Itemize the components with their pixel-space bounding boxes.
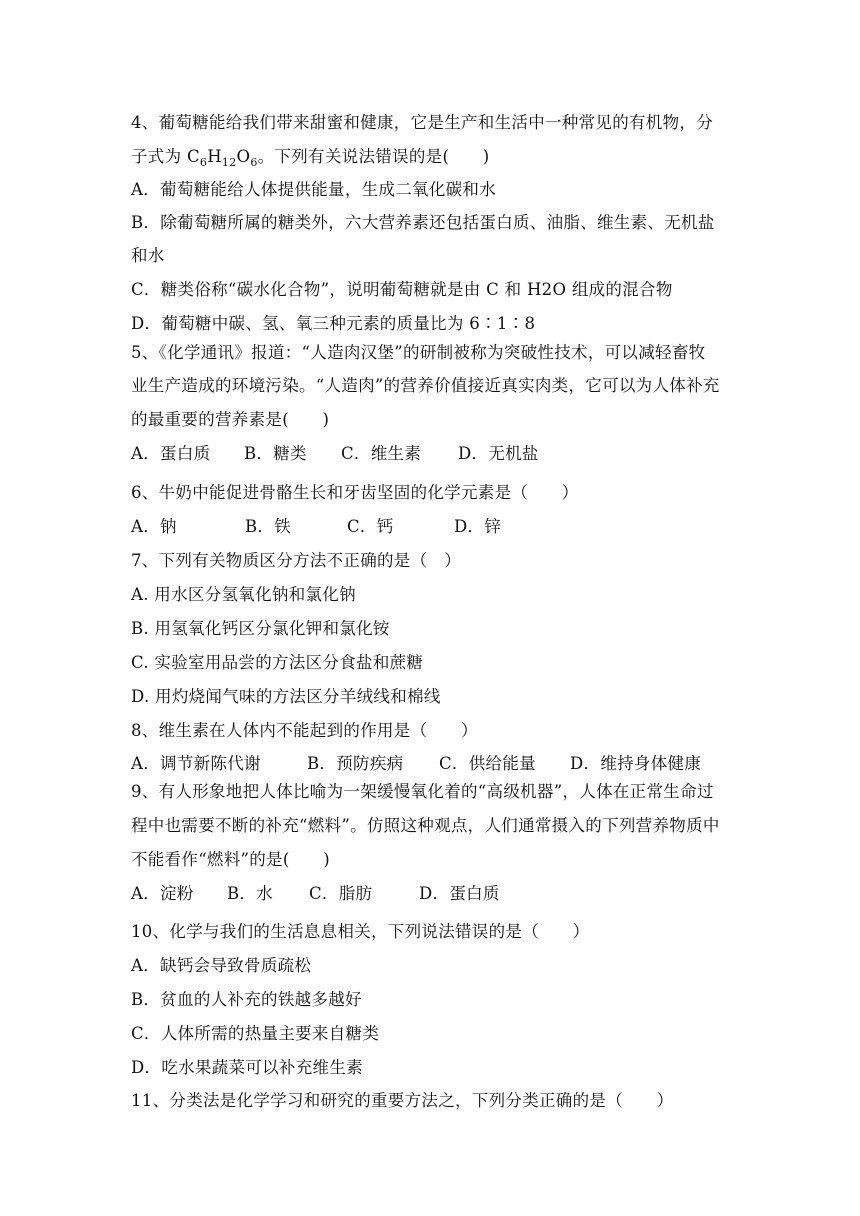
molecular-formula [186,147,258,169]
q5-option-c: C．维生素 [341,444,422,463]
formula-o: O [236,147,251,166]
formula-h-sub: 12 [221,156,237,169]
formula-c-sub: 6 [199,156,208,169]
q9-option-c: C．脂肪 [309,884,373,903]
q10-option-a: A．缺钙会导致骨质疏松 [131,956,312,975]
formula-h: H [207,147,222,166]
q8-stem: 8、维生素在人体内不能起到的作用是（ ） [131,721,478,740]
q10-option-c: C．人体所需的热量主要来自糖类 [131,1024,380,1043]
q8-options [131,754,701,774]
formula-o-sub: 6 [250,156,258,169]
q9-stem-line3: 不能看作“燃料”的是( ) [131,850,330,869]
q4-option-b-line2: 和水 [131,246,165,265]
q4-option-a: A．葡萄糖能给人体提供能量，生成二氧化碳和水 [131,180,497,199]
q4-stem-line2 [131,147,490,173]
q6-option-c: C．钙 [347,517,394,536]
q9-stem-line2: 程中也需要不断的补充“燃料”。仿照这种观点，人们通常摄入的下列营养物质中 [131,816,720,835]
q4-option-c: C．糖类俗称“碳水化合物”，说明葡萄糖就是由 C 和 H2O 组成的混合物 [131,280,673,299]
q6-option-b: B．铁 [245,517,292,536]
q6-option-a: A．钠 [131,517,177,536]
q9-option-d: D．蛋白质 [419,884,500,903]
q9-stem-line1: 9、有人形象地把人体比喻为一架缓慢氧化着的“高级机器”，人体在正常生命过 [131,782,714,801]
q7-option-d: D. 用灼烧闻气味的方法区分羊绒线和棉线 [131,687,441,706]
q11-stem: 11、分类法是化学学习和研究的重要方法之，下列分类正确的是（ ） [131,1091,674,1110]
q5-option-d: D．无机盐 [458,444,539,463]
q5-options [131,444,539,464]
q4-option-b-line1: B．除葡萄糖所属的糖类外，六大营养素还包括蛋白质、油脂、维生素、无机盐 [131,213,715,232]
q4-stem-line1: 4、葡萄糖能给我们带来甜蜜和健康，它是生产和生活中一种常见的有机物，分 [131,113,713,132]
q6-options [131,517,501,537]
q8-option-d: D．维持身体健康 [570,754,702,773]
q9-option-b: B．水 [227,884,274,903]
q5-option-b: B．糖类 [244,444,307,463]
q6-stem: 6、牛奶中能促进骨骼生长和牙齿坚固的化学元素是（ ） [131,483,579,502]
q9-option-a: A．淀粉 [131,884,194,903]
q5-stem-line3: 的最重要的营养素是( ) [131,410,330,429]
q4-option-d: D．葡萄糖中碳、氢、氧三种元素的质量比为 6∶1∶8 [131,314,536,333]
q8-option-c: C．供给能量 [439,754,536,773]
q7-option-a: A. 用水区分氢氧化钠和氯化钠 [131,585,356,604]
formula-c: C [186,147,200,166]
q9-options [131,884,500,904]
q8-option-b: B．预防疾病 [307,754,404,773]
q10-option-b: B．贫血的人补充的铁越多越好 [131,990,362,1009]
q10-option-d: D．吃水果蔬菜可以补充维生素 [131,1058,363,1077]
q7-stem: 7、下列有关物质区分方法不正确的是（ ） [131,551,461,570]
q10-stem: 10、化学与我们的生活息息相关，下列说法错误的是（ ） [131,922,590,941]
q4-stem-suffix: 。下列有关说法错误的是( ) [257,147,490,166]
q7-option-c: C. 实验室用品尝的方法区分食盐和蔗糖 [131,653,424,672]
q8-option-a: A．调节新陈代谢 [131,754,261,773]
q5-option-a: A．蛋白质 [131,444,211,463]
q7-option-b: B. 用氢氧化钙区分氯化钾和氯化铵 [131,619,390,638]
q5-stem-line2: 业生产造成的环境污染。“人造肉”的营养价值接近真实肉类，它可以为人体补充 [131,376,720,395]
q5-stem-line1: 5、《化学通讯》报道：“人造肉汉堡”的研制被称为突破性技术，可以减轻畜牧 [131,343,706,362]
q6-option-d: D．锌 [454,517,502,536]
q4-stem-prefix: 子式为 [131,147,187,166]
